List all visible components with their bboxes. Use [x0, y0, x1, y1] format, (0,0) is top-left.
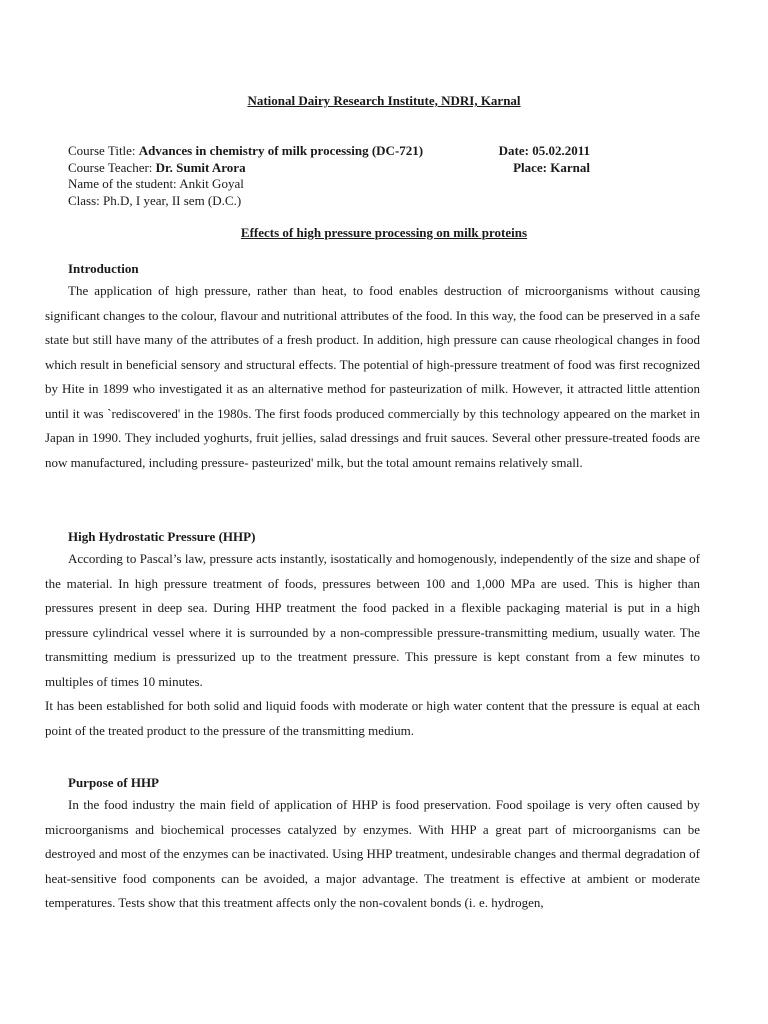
class-row: [68, 193, 628, 210]
date-text: Date: 05.02.2011: [498, 143, 590, 158]
paragraph: The application of high pressure, rather than heat, to food enables destruction of microorganisms without causing significant changes to the colour, flavour and nutritional attributes of the food. In this way, the food can be preserved in a safe state but still have many of the attributes of a fresh product. In addition, high pressure can cause rheological changes in food which result in beneficial sensory and structural effects. The potential of high-pressure treatment of food was first recognized by Hite in 1899 who investigated it as an alternative method for pasteurization of milk. However, it attracted little attention until it was `rediscovered' in the 1980s. The first foods produced commercially by this technology appeared on the market in Japan in 1990. They included yoghurts, fruit jellies, salad dressings and fruit sauces. Several other pressure-treated foods are now manufactured, including pressure- pasteurized' milk, but the total amount remains relatively small.: [45, 283, 700, 470]
paragraph: It has been established for both solid and liquid foods with moderate or high water content that the pressure is equal at each point of the treated product to the pressure of the transmitting medium.: [45, 698, 700, 738]
section-heading: Purpose of HHP: [68, 775, 159, 790]
paragraph: According to Pascal’s law, pressure acts instantly, isostatically and homogenously, independently of the size and shape of the material. In high pressure treatment of foods, pressures between 100 and 1,000 MPa are used. This is higher than pressures present in deep sea. During HHP treatment the food packed in a flexible packaging material is put in a high pressure cylindrical vessel where it is surrounded by a non-compressible pressure-transmitting medium, usually water. The transmitting medium is pressurized up to the treatment pressure. This pressure is kept constant from a few minutes to multiples of times 10 minutes.: [45, 551, 700, 689]
course-teacher-value: Dr. Sumit Arora: [155, 159, 246, 175]
section-heading: High Hydrostatic Pressure (HHP): [68, 529, 256, 544]
section-purpose: [45, 773, 700, 916]
course-title-row: [68, 143, 628, 160]
section-introduction: [45, 259, 700, 475]
course-title-value: Advances in chemistry of milk processing (DC-721): [138, 143, 424, 158]
section-heading: Introduction: [68, 261, 139, 276]
course-teacher-row: [68, 160, 628, 177]
document-title: Effects of high pressure processing on milk proteins: [240, 225, 528, 240]
institute-title: National Dairy Research Institute, NDRI, Karnal: [247, 93, 521, 108]
section-hhp: [45, 527, 700, 743]
course-meta: [68, 143, 628, 209]
paragraph: In the food industry the main field of application of HHP is food preservation. Food spoilage is very often caused by microorganisms and biochemical processes catalyzed by enzymes. With HHP a great part of microorganisms can be destroyed and most of the enzymes can be inactivated. Using HHP treatment, undesirable changes and thermal degradation of heat-sensitive food components can be avoided, a major advantage. The treatment is effective at ambient or moderate temperatures. Tests show that this treatment affects only the non-covalent bonds (i. e. hydrogen,: [45, 797, 700, 910]
student-name: Name of the student: Ankit Goyal: [68, 176, 244, 191]
student-row: [68, 176, 628, 193]
place-text: Place: Karnal: [513, 159, 590, 175]
class-text: Class: Ph.D, I year, II sem (D.C.): [68, 192, 242, 208]
course-teacher-label: Course Teacher:: [68, 159, 156, 175]
course-title-label: Course Title:: [68, 143, 139, 158]
